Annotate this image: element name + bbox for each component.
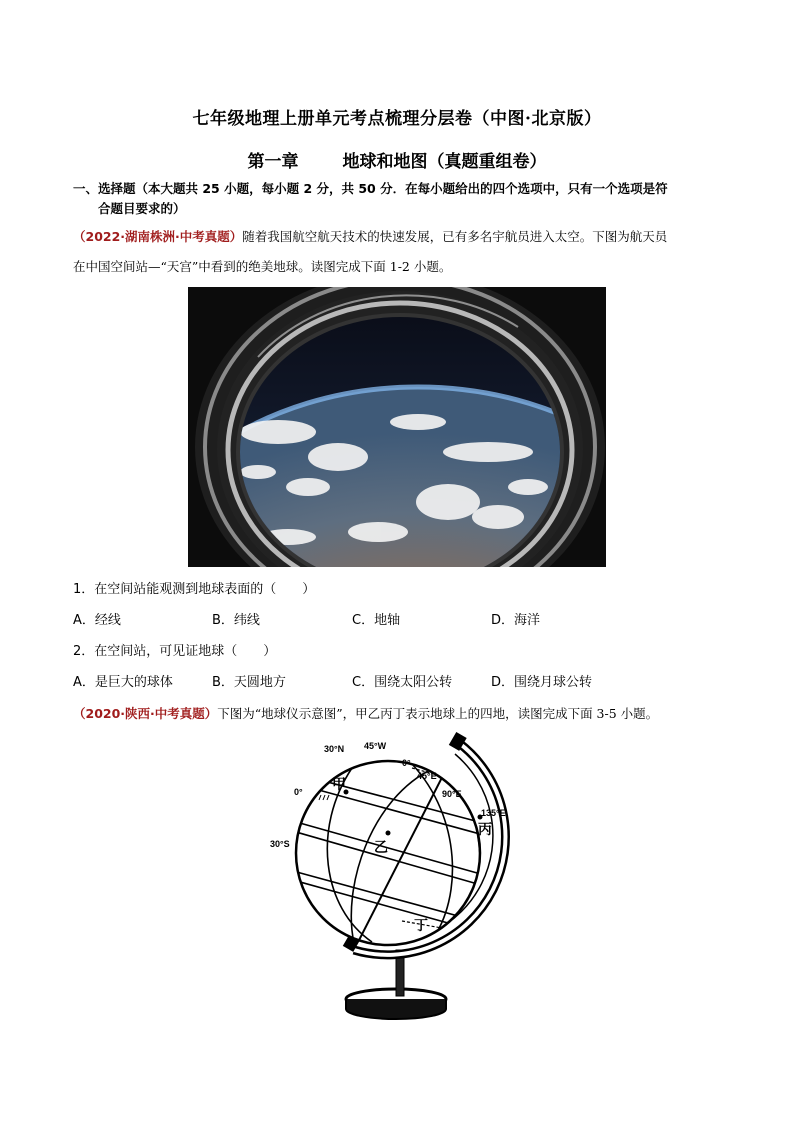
section-heading	[73, 179, 723, 219]
source-tag: （2020·陕西·中考真题）	[73, 706, 218, 721]
q2-option-a[interactable]: A．是巨大的球体	[73, 675, 173, 690]
q2-option-d[interactable]: D．围绕月球公转	[491, 675, 593, 690]
q2-option-b[interactable]: B．天圆地方	[212, 675, 286, 690]
question-2-stem: 2．在空间站，可见证地球（ ）	[73, 644, 277, 659]
label-135e: 135°E	[481, 808, 506, 818]
q2-option-c[interactable]: C．围绕太阳公转	[352, 675, 453, 690]
label-equator-0: 0°	[294, 787, 303, 797]
place-bing: 丙	[478, 822, 492, 838]
chapter-heading	[0, 147, 794, 172]
chapter-title: 地球和地图（真题重组卷）	[342, 152, 547, 172]
question-1-stem: 1．在空间站能观测到地球表面的（ ）	[73, 582, 316, 597]
label-45e: 45°E	[417, 771, 437, 781]
intro-paragraph-2	[73, 704, 723, 724]
intro1-text-line1: 随着我国航空航天技术的快速发展，已有多名宇航员进入太空。下图为航天员	[242, 229, 668, 244]
intro-paragraph-1	[73, 227, 723, 277]
earth-from-space-photo	[188, 287, 606, 567]
intro1-line1	[73, 227, 723, 247]
place-jia: 甲	[332, 777, 346, 793]
q1-option-d[interactable]: D．海洋	[491, 613, 541, 628]
label-0-top: 0°	[402, 758, 411, 768]
chapter-number: 第一章	[247, 152, 299, 172]
label-30s: 30°S	[270, 839, 290, 849]
label-30n: 30°N	[324, 744, 345, 754]
q1-option-a[interactable]: A．经线	[73, 613, 121, 628]
page-title: 七年级地理上册单元考点梳理分层卷（中图·北京版）	[192, 109, 602, 129]
source-tag: （2022·湖南株洲·中考真题）	[73, 229, 243, 244]
globe-diagram	[262, 728, 532, 1023]
place-yi: 乙	[374, 840, 388, 856]
intro1-text-line2: 在中国空间站—“天宫”中看到的绝美地球。读图完成下面 1-2 小题。	[73, 259, 452, 274]
place-ding: 丁	[414, 918, 428, 934]
section-heading-line2: 合题目要求的）	[98, 201, 186, 216]
label-45w: 45°W	[364, 741, 387, 751]
intro2-text: 下图为“地球仪示意图”，甲乙丙丁表示地球上的四地，读图完成下面 3-5 小题。	[217, 706, 659, 721]
section-heading-line1: 一、选择题（本大题共 25 小题，每小题 2 分，共 50 分．在每小题给出的四个选项中，只有一个选项是符	[73, 181, 668, 196]
q1-option-b[interactable]: B．纬线	[212, 613, 260, 628]
q1-option-c[interactable]: C．地轴	[352, 613, 401, 628]
label-90e: 90°E	[442, 789, 462, 799]
